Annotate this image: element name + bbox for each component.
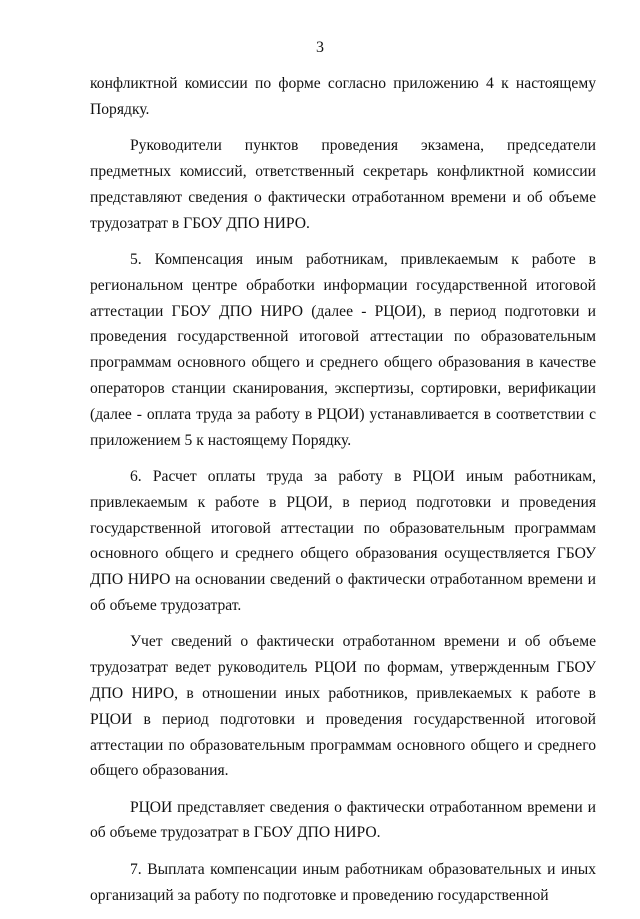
paragraph-item-7: 7. Выплата компенсации иным работникам образовательных и иных организаций за работу по подготовке и проведению государственной	[90, 860, 596, 904]
document-body	[90, 71, 596, 919]
paragraph-item-6: 6. Расчет оплаты труда за работу в РЦОИ иным работникам, привлекаемым к работе в РЦОИ, в период подготовки и проведения государственной итоговой аттестации по образовательным программам основного общего и среднего общего образования осуществляется ГБОУ ДПО НИРО на основании сведений о фактически отработанном времени и об объеме трудозатрат.	[90, 467, 596, 614]
paragraph-continuation: конфликтной комиссии по форме согласно приложению 4 к настоящему Порядку.	[90, 75, 596, 118]
paragraph-exam-heads-report: Руководители пунктов проведения экзамена, председатели предметных комиссий, ответственный секретарь конфликтной комиссии представляют сведения о фактически отработанном времени и об объеме трудозатрат в ГБОУ ДПО НИРО.	[90, 137, 596, 232]
paragraph-time-accounting: Учет сведений о фактически отработанном времени и об объеме трудозатрат ведет руководитель РЦОИ по формам, утвержденным ГБОУ ДПО НИРО, в отношении иных работников, привлекаемых к работе в РЦОИ в период подготовки и проведения государственной итоговой аттестации по образовательным программам основного общего и среднего общего образования.	[90, 633, 596, 780]
page-number: 3	[316, 39, 324, 56]
paragraph-rcoi-report: РЦОИ представляет сведения о фактически отработанном времени и об объеме трудозатрат в ГБОУ ДПО НИРО.	[90, 798, 596, 842]
paragraph-item-5: 5. Компенсация иным работникам, привлекаемым к работе в региональном центре обработки информации государственной итоговой аттестации ГБОУ ДПО НИРО (далее - РЦОИ), в период подготовки и проведения государственной итоговой аттестации по образовательным программам основного общего и среднего общего образования в качестве операторов станции сканирования, экспертизы, сортировки, верификации (далее - оплата труда за работу в РЦОИ) устанавливается в соответствии с приложением 5 к настоящему Порядку.	[90, 250, 596, 449]
